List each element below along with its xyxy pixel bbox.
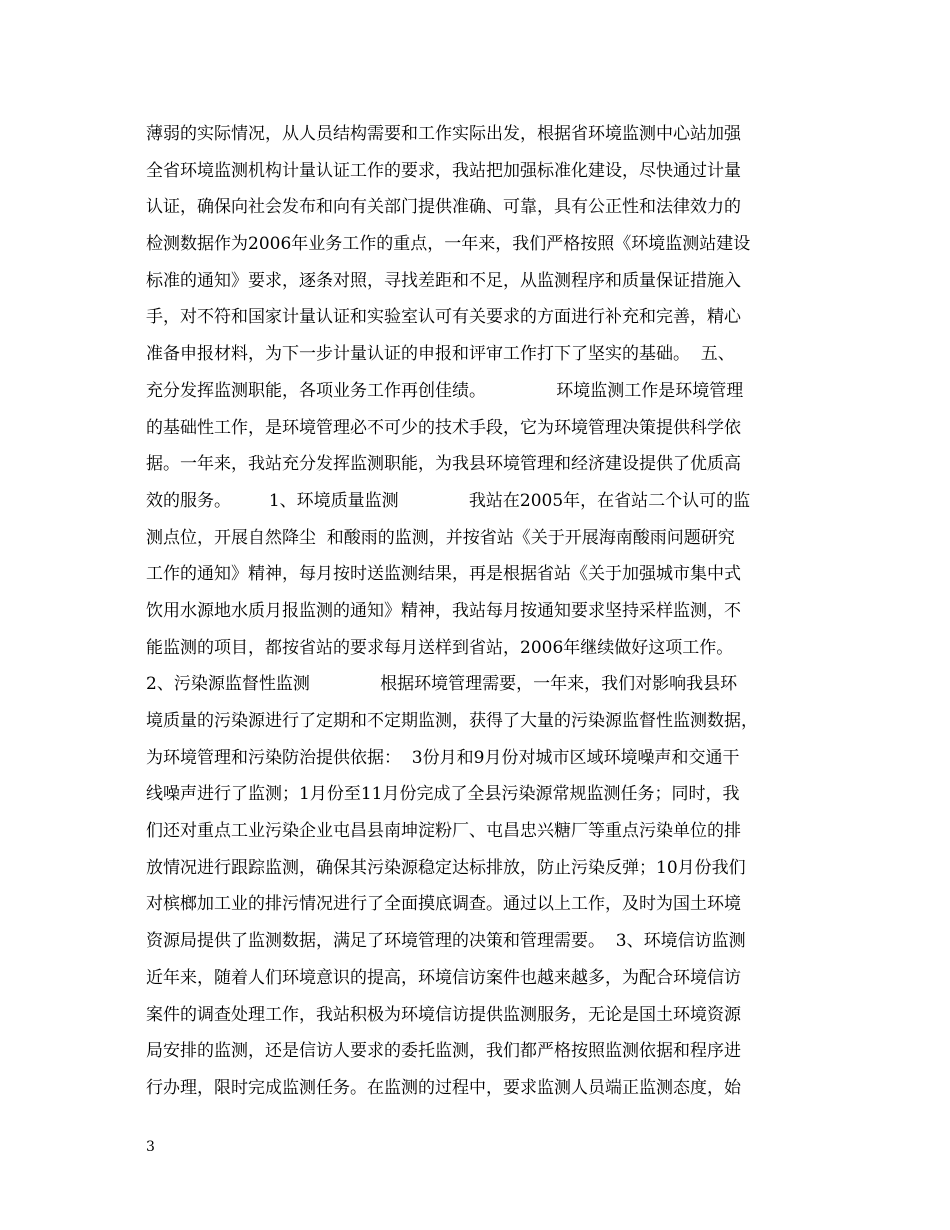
text-line: 准备申报材料，为下一步计量认证的申报和评审工作打下了坚实的基础。 五、 [146, 344, 735, 365]
text-line: 测点位，开展自然降尘 和酸雨的监测，并按省站《关于开展海南酸雨问题研究 [146, 527, 735, 548]
text-line: 资源局提供了监测数据，满足了环境管理的决策和管理需要。 3、环境信访监测 [146, 931, 746, 952]
text-line: 饮用水源地水质月报监测的通知》精神，我站每月按通知要求坚持采样监测，不 [146, 600, 741, 621]
text-line: 充分发挥监测职能，各项业务工作再创佳绩。 环境监测工作是环境管理 [146, 380, 744, 401]
text-line: 认证，确保向社会发布和向有关部门提供准确、可靠，具有公正性和法律效力的 [146, 197, 741, 218]
text-line: 标准的通知》要求，逐条对照，寻找差距和不足，从监测程序和质量保证措施入 [146, 270, 741, 291]
text-line: 境质量的污染源进行了定期和不定期监测，获得了大量的污染源监督性监测数据， [146, 711, 758, 731]
text-line: 薄弱的实际情况，从人员结构需要和工作实际出发，根据省环境监测中心站加强 [146, 124, 741, 144]
text-line: 效的服务。 1、环境质量监测 我站在2005年，在省站二个认可的监 [146, 490, 751, 511]
page-number: 3 [146, 1139, 155, 1155]
text-line: 行办理，限时完成监测任务。在监测的过程中，要求监测人员端正监测态度，始 [146, 1077, 741, 1098]
text-line: 全省环境监测机构计量认证工作的要求，我站把加强标准化建设，尽快通过计量 [146, 160, 741, 181]
text-line: 案件的调查处理工作，我站积极为环境信访提供监测服务，无论是国土环境资源 [146, 1004, 741, 1025]
body-text [146, 116, 806, 1107]
text-line: 工作的通知》精神，每月按时送监测结果，再是根据省站《关于加强城市集中式 [146, 564, 741, 585]
text-line: 们还对重点工业污染企业屯昌县南坤淀粉厂、屯昌忠兴糖厂等重点污染单位的排 [146, 821, 741, 842]
text-line: 的基础性工作，是环境管理必不可少的技术手段，它为环境管理决策提供科学依 [146, 417, 741, 438]
text-line: 近年来，随着人们环境意识的提高，环境信访案件也越来越多，为配合环境信访 [146, 967, 741, 988]
text-line: 局安排的监测，还是信访人要求的委托监测，我们都严格按照监测依据和程序进 [146, 1041, 741, 1062]
text-line: 据。一年来，我站充分发挥监测职能，为我县环境管理和经济建设提供了优质高 [146, 454, 741, 475]
text-line: 为环境管理和污染防治提供依据： 3份月和9月份对城市区域环境噪声和交通干 [146, 747, 740, 768]
text-line: 能监测的项目，都按省站的要求每月送样到省站，2006年继续做好这项工作。 [146, 637, 734, 658]
text-line: 手，对不符和国家计量认证和实验室认可有关要求的方面进行补充和完善，精心 [146, 307, 741, 328]
text-line: 线噪声进行了监测；1月份至11月份完成了全县污染源常规监测任务；同时，我 [146, 784, 740, 805]
text-line: 放情况进行跟踪监测，确保其污染源稳定达标排放，防止污染反弹；10月份我们 [146, 857, 746, 878]
text-line: 对槟榔加工业的排污情况进行了全面摸底调查。通过以上工作，及时为国土环境 [146, 894, 741, 915]
text-line: 2、污染源监督性监测 根据环境管理需要，一年来，我们对影响我县环 [146, 674, 738, 695]
text-line: 检测数据作为2006年业务工作的重点，一年来，我们严格按照《环境监测站建设 [146, 234, 751, 255]
